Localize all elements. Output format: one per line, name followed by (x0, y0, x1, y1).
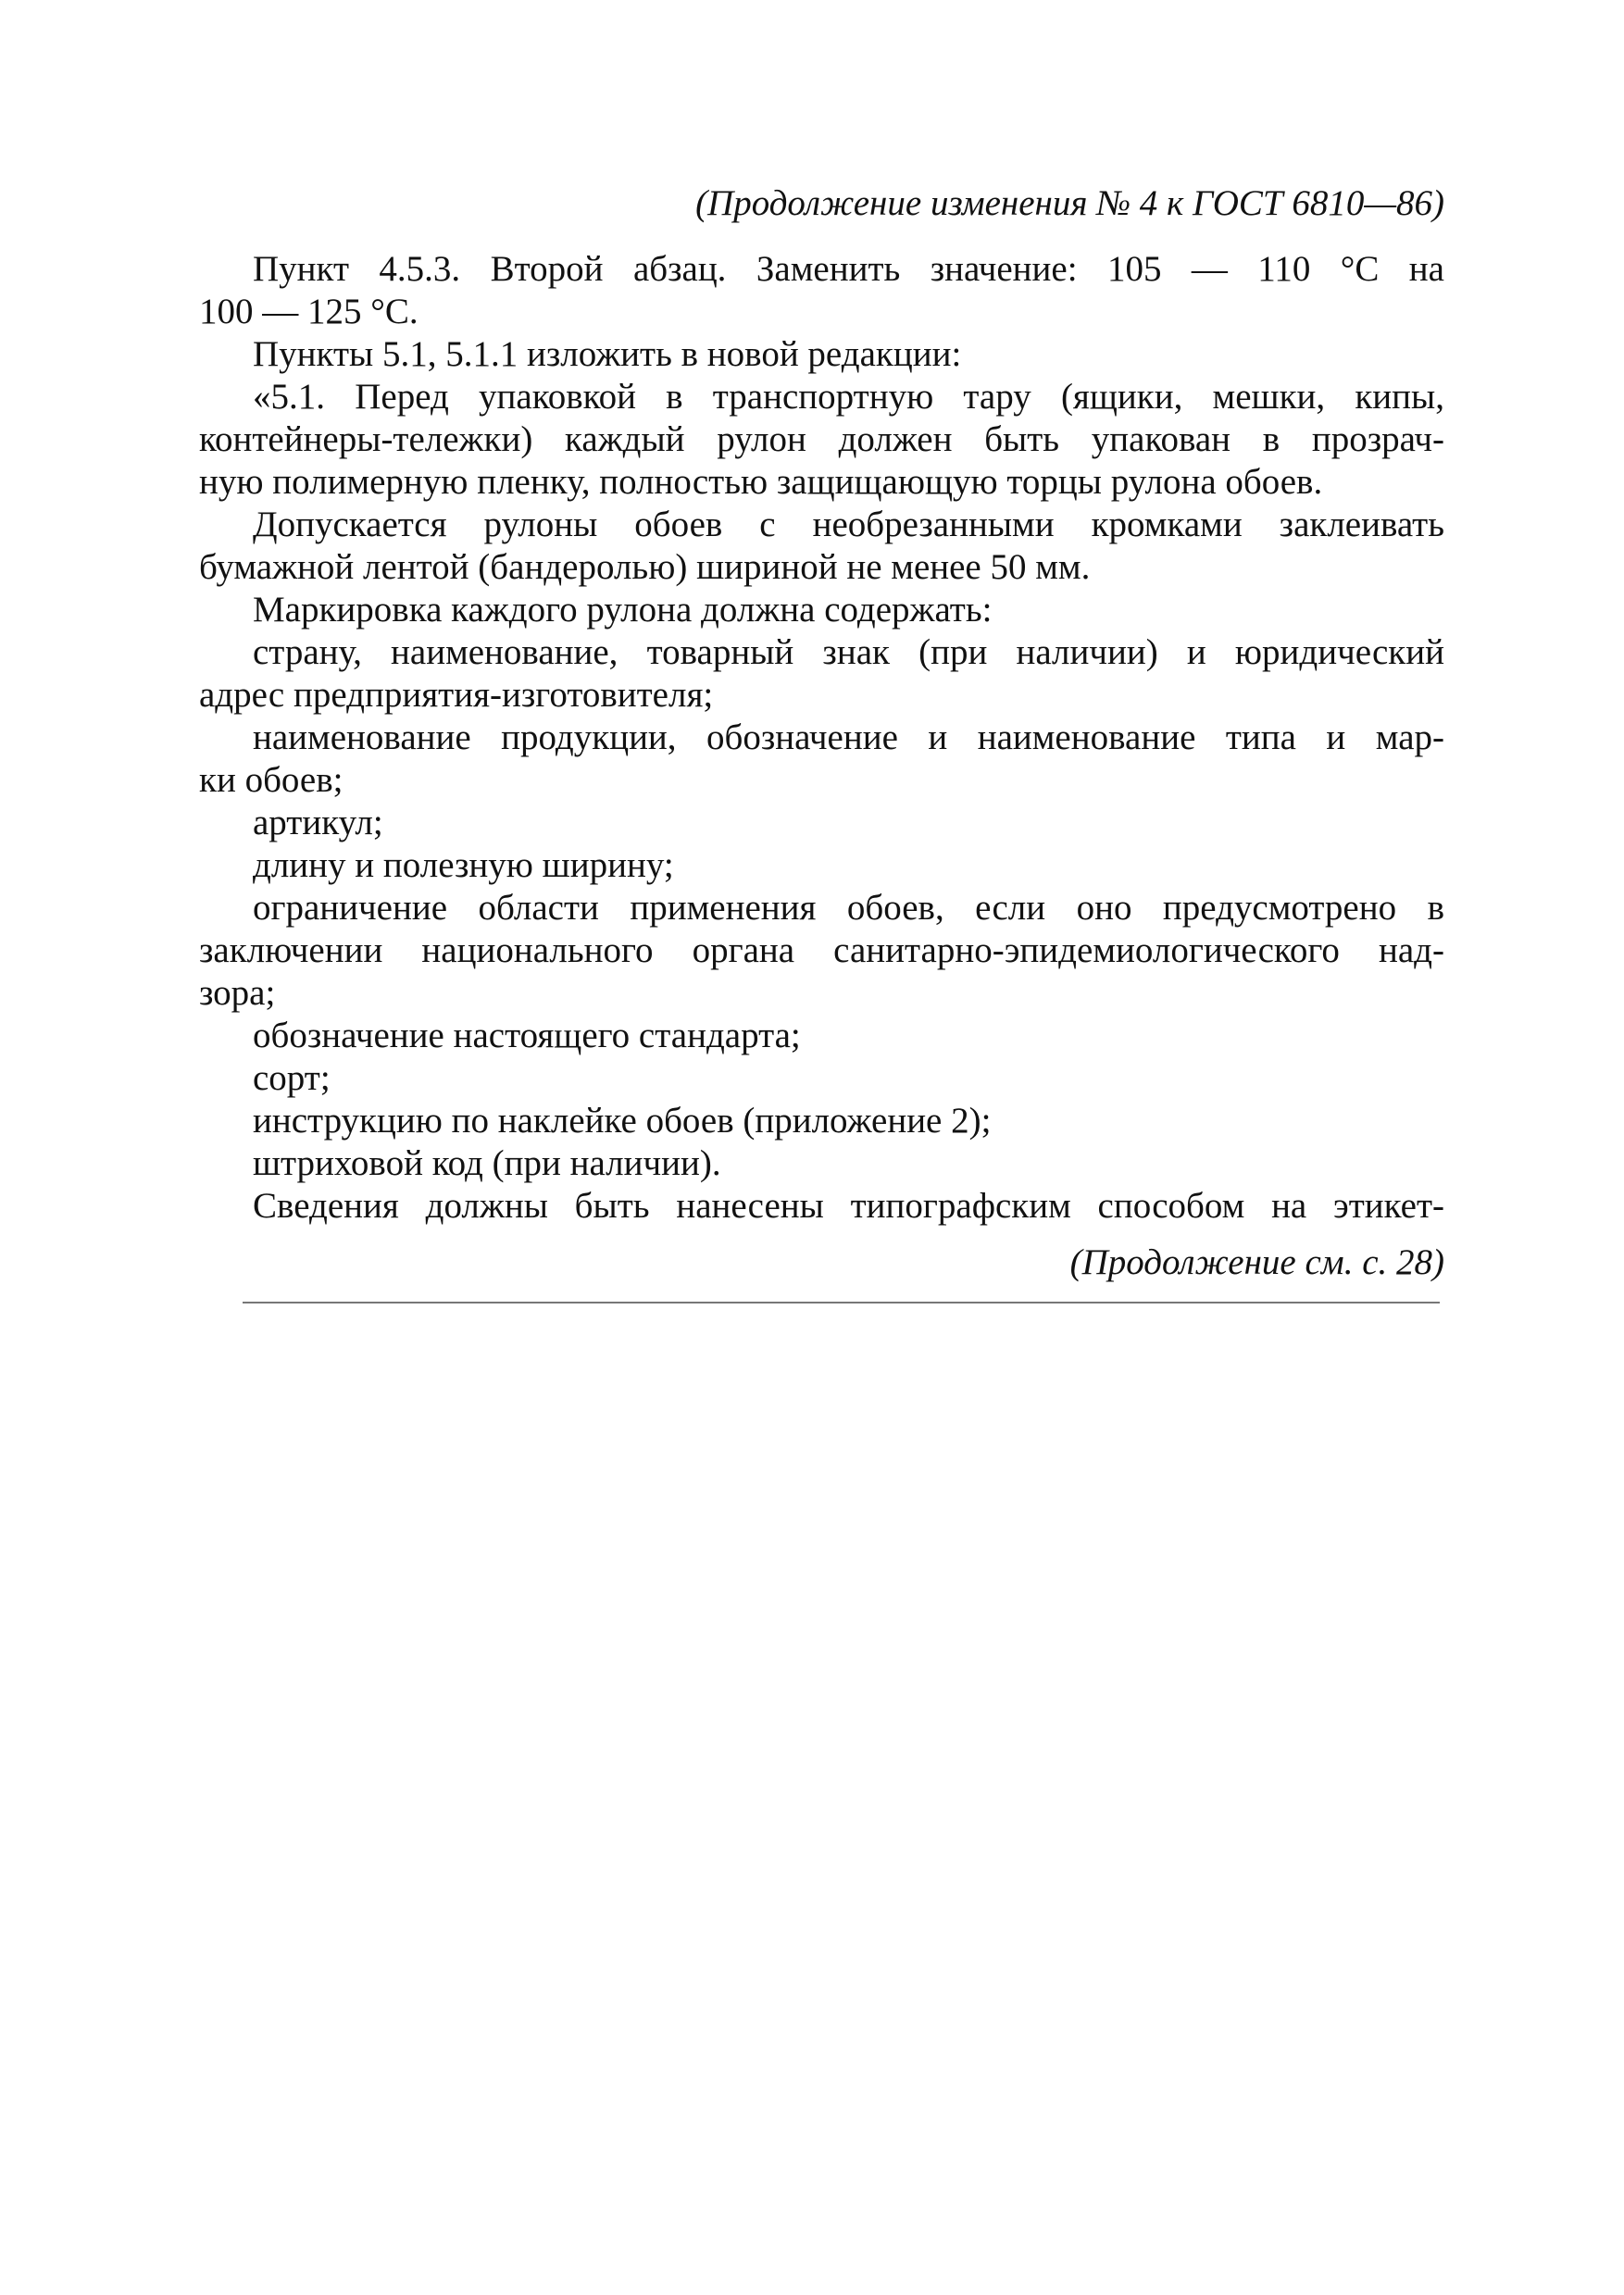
paragraph-line: «5.1. Перед упаковкой в транспортную тару (ящики, мешки, кипы, (253, 377, 1444, 417)
paragraph-line: сорт; (253, 1058, 331, 1098)
footer-rule (243, 1302, 1440, 1303)
paragraph-line: Пункты 5.1, 5.1.1 изложить в новой редакции: (253, 334, 962, 374)
paragraph-line: ограничение области применения обоев, если оно предусмотрено в (253, 888, 1444, 928)
paragraph-line: артикул; (253, 803, 383, 842)
paragraph-line: Сведения должны быть нанесены типографским способом на этикет- (253, 1186, 1444, 1226)
body-text (199, 248, 1444, 1228)
paragraph-line: адрес предприятия-изготовителя; (199, 675, 714, 715)
paragraph-line: заключении национального органа санитарно-эпидемиологического над- (199, 930, 1444, 970)
paragraph-line: наименование продукции, обозначение и наименование типа и мар- (253, 717, 1444, 757)
paragraph-line: инструкцию по наклейке обоев (приложение 2); (253, 1101, 992, 1141)
paragraph-line: длину и полезную ширину; (253, 845, 674, 885)
paragraph-line: Допускается рулоны обоев с необрезанными кромками заклеивать (253, 505, 1444, 544)
continuation-note: (Продолжение см. с. 28) (1069, 1242, 1444, 1282)
paragraph-line: контейнеры-тележки) каждый рулон должен быть упакован в прозрач- (199, 419, 1444, 459)
paragraph-line: страну, наименование, товарный знак (при наличии) и юридический (253, 632, 1444, 672)
paragraph-line: 100 — 125 °С. (199, 292, 418, 331)
paragraph-line: Пункт 4.5.3. Второй абзац. Заменить значение: 105 — 110 °С на (253, 249, 1444, 289)
paragraph-line: ную полимерную пленку, полностью защищающую торцы рулона обоев. (199, 462, 1323, 502)
paragraph-line: бумажной лентой (бандеролью) шириной не менее 50 мм. (199, 547, 1091, 587)
page-header: (Продолжение изменения № 4 к ГОСТ 6810—86) (695, 183, 1444, 223)
paragraph-line: ки обоев; (199, 760, 344, 800)
paragraph-line: зора; (199, 973, 276, 1013)
paragraph-line: штриховой код (при наличии). (253, 1143, 721, 1183)
paragraph-line: обозначение настоящего стандарта; (253, 1016, 801, 1055)
paragraph-line: Маркировка каждого рулона должна содержать: (253, 590, 993, 630)
